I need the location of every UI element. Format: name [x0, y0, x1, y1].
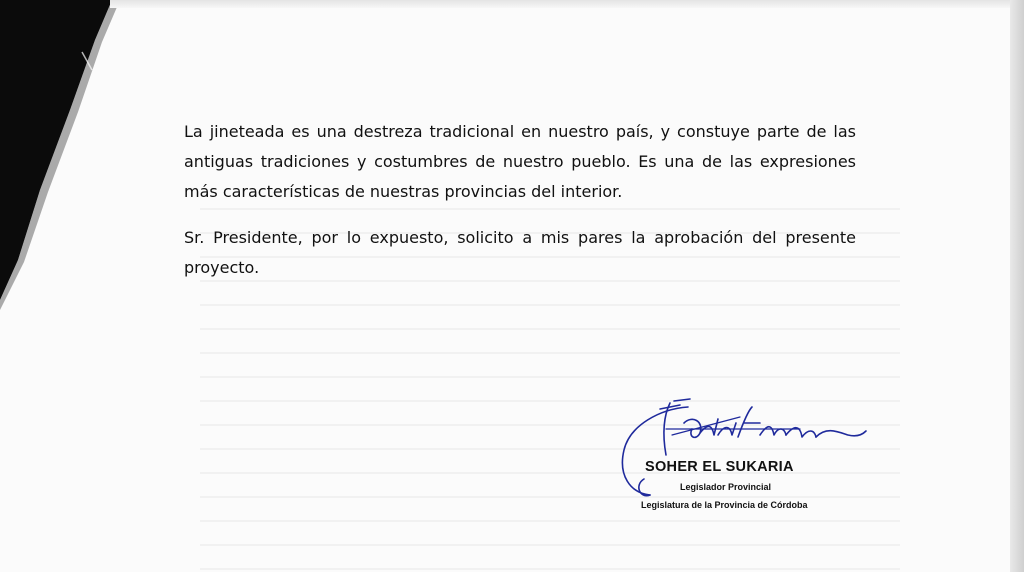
signature-block [600, 395, 900, 525]
page-top-edge [110, 0, 1010, 8]
letter-body [184, 117, 856, 299]
paragraph-request: Sr. Presidente, por lo expuesto, solicito a mis pares la aprobación del presente proyecto. [184, 228, 856, 277]
signer-name: SOHER EL SUKARIA [645, 459, 794, 475]
signer-organization: Legislatura de la Provincia de Córdoba [641, 500, 808, 510]
page-right-edge [1010, 0, 1024, 572]
signer-title: Legislador Provincial [680, 482, 772, 492]
paragraph-jineteada: La jineteada es una destreza tradicional en nuestro país, y constuye parte de las antiguas tradiciones y costumbres de nuestro pueblo. Es una de las expresiones más características de nuestras provincias del interior. [184, 122, 856, 201]
